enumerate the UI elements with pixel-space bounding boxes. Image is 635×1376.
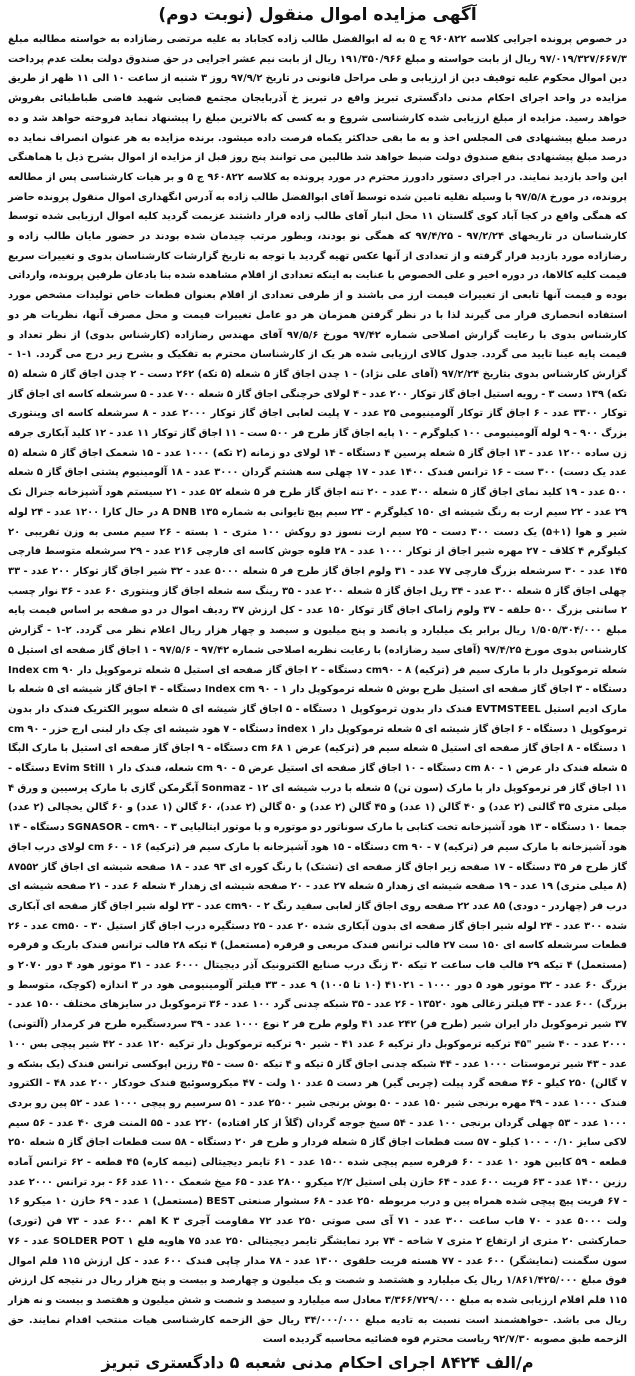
notice-title: آگهی مزایده اموال منقول (نوبت دوم) xyxy=(158,5,477,25)
notice-body: در خصوص پرونده اجرایی کلاسه ۹۶۰۸۲۲ ج ۵ به له ابوالفضل طالب زاده کجاباد به علیه مرتضی رضازاده به خواسته مطالبه مبلغ ۹۷/۰۱۹/۳۲۷/۶۶۷/۳ ریال از بابت خواسته و مبلغ ۱۹۱/۳۵۰/۹۶۶ ریال از بابت نیم عشر اجرایی در حق صندوق دولت بعلت عدم پرداخت دین اموال محکوم علیه توقیف دین از ارزیابی و طی مراحل قانونی در تاریخ ۹۷/۹/۲ روز ۳ شنبه از ساعت ۱۰ الی ۱۱ ظهر از طریق مزایده در واحد اجرای احکام مدنی دادگستری تبریز واقع در تبریز خ آذربایجان مجتمع قضایی شهید قاضی طباطبائی بفروش خواهد رسید. مزایده از مبلغ ارزیابی شده کارشناسی شروع و به کسی که بالاترین مبلغ را پیشنهاد نماید فروخته خواهد شد و ده درصد مبلغ پیشنهادی فی المجلس اخذ و به ما بقی حداکثر یکماه فرصت داده میشود. برنده مزایده به هر عنوان انصراف نماید ده درصد مبلغ پیشنهادی بنفع صندوق دولت ضبط خواهد شد طالبین می توانند پنج روز قبل از مزایده از اموال بشرح ذیل با هماهنگی این واحد بازدید نمایند. در اجرای دستور دادورز محترم در مورد پرونده به کلاسه ۹۶۰۸۲۲ ج ۵ و بر هیات کارشناسی پس از مطالعه پرونده، در مورخ ۹۷/۵/۸ با وسیله نقلیه تامین شده توسط آقای ابوالفضل طالب زاده به آدرس انگهداری اموال منقول پرونده حاضر که همگی واقع در کجا آباد کوی گلستان ۱۱ محل انبار آقای طالب زاده قرار داشتند عزیمت گردید کلیه اموال ارزیابی شده توسط کارشناسان در تاریخهای ۹۷/۲/۲۴ - ۹۷/۴/۲۵ که همگی نو بودند، وبطور مرتب چیدمان شده بودند در حضور مایان طالب زاده و رضازاده مورد بازدید قرار گرفته و از تعدادی از آنها عکس تهیه گردید با توجه به تاریخ گزارشات کارشناسان بدوی و تغییرات سریع قیمت کلیه کالاها، در دوره اخیر و علی الخصوص با عنایت به اینکه تعدادی از اقلام مشاهده شده بنا بادعان طرفین پرونده، وارداتی بوده و قیمت آنها تابعی از تغییرات قیمت ارز می باشند و از طرفی تعدادی از اقلام بعنوان قطعات خاص تولیدات مشخص مورد استفاده انحصاری قرار می گیرند لذا با در نظر گرفتن همزمان هر دو عامل تغییرات قیمت و محل مصرف آنها، نظریات هر دو کارشناس بدوی با رعایت گزارش اصلاحی شماره ۹۷/۴۲ مورخ ۹۷/۵/۶ آقای مهندس رضازاده (کارشناس بدوی) از نظر تعداد و قیمت پایه عینا تایید می گردد. جدول کالای ارزیابی شده هر یک از کارشناسان محترم به تفکیک و بشرح زیر درج می گردد. ۱-۱ - گزارش کارشناس بدوی بتاریخ ۹۷/۲/۲۴ (آقای علی نژاد) - ۱ چدن اجاق گاز ۵ شعله (۵ تکه) ۲۶۲ دست - ۲ چدن اجاق گاز ۵ شعله (۵ تکه) ۱۳۹ دست ۳ - رویه استیل اجاق گاز توکار ۲۰۰ عدد - ۴ لولای خرچنگی اجاق گاز ۵ شعله ۷۰۰ عدد - ۵ سرشعله کاسه ای اجاق گاز توکار ۳۳۰۰ عدد - ۶ اجاق گاز توکار آلومینیومی ۲۵ عدد - ۷ پلیت لعابی اجاق گاز توکار ۲۰۰۰ عدد - ۸ سرشعله کاسه ای وینتوری بزرگ ۹۰۰ - ۹ لوله آلومینیومی ۱۰۰ کیلوگرم - ۱۰ پایه اجاق گاز طرح فر ۵۰۰ ست - ۱۱ اجاق گاز توکار ۱۱ عدد - ۱۲ کلید آبکاری جرقه زن ساده ۱۲۰۰ عدد - ۱۳ اجاق گاز ۵ شعله پرسین ۴ دستگاه - ۱۴ لولای دو زمانه (۲ تکه) ۱۰۰۰ عدد - ۱۵ شعمک اجاق گاز ۵ شعله (۵ عدد یک دست) ۳۰۰ ست - ۱۶ ترانس فندک ۱۴۰۰ عدد - ۱۷ چهلی سه هشتم گردان ۳۰۰۰ عدد - ۱۸ آلومینیوم پشتی اجاق گاز ۵ شعله ۵۰۰ عدد - ۱۹ کلید نمای اجاق گاز ۵ شعله ۳۰۰ عدد - ۲۰ تنه اجاق گاز طرح فر ۵ شعله ۵۲ عدد - ۲۱ سیستم هود آشپزخانه جنرال تک ۲۹ عدد - ۲۲ سیم ارت به رنگ شیشه ای ۱۵۰ کیلوگرم - ۲۳ سیم پیچ تایوانی به شماره ۱۳۵ A DNB در حال کارا ۱۲۰۰ عدد - ۲۴ لوله شیر و هوا (۱+۵) یک دست ۳۰۰ دست - ۲۵ سیم ارت نسوز دو روکش ۱۰۰ متری - ۱ بسته - ۲۶ سیم مسی به وزن تقریبی ۲۰ کیلوگرم ۴ کلاف - ۲۷ مهره شیر اجاق از توکار ۱۰۰۰ عدد - ۲۸ قلوه جوش کاسه ای فارچی ۲۱۶ عدد - ۲۹ سرشعله متوسط فارچی ۱۴۵ عدد - ۳۰ سرشعله بزرگ فارچی ۷۷ عدد - ۳۱ ولوم اجاق گاز طرح فر ۵ شعله ۵۰۰۰ عدد - ۳۲ شیر اجاق گاز توکار ۲۰۰ عدد - ۳۳ چهلی اجاق گاز ۵ شعله ۳۰۰ عدد - ۳۴ ریل اجاق گاز ۵ شعله ۲۰۰ عدد - ۳۵ رینگ سه شعله اجاق گاز وینتوری ۶۰ عدد - ۳۶ نوار چسب ۲ سانتی بزرگ ۵۰۰ حلقه - ۳۷ ولوم زاماک اجاق گاز توکار ۱۵۰ عدد - کل ارزش ۳۷ ردیف اموال در دو صفحه بر اساس قیمت پایه مبلغ ۱/۵۰۵/۳۰۴/۰۰۰ ریال برابر یک میلیارد و پانصد و پنج میلیون و سیصد و چهار هزار ریال اعلام نظر می گردد. ۲-۱ - گزارش کارشناس بدوی مورخ ۹۷/۴/۲۵ (آقای سید رضازاده) با رعایت نظریه اصلاحی شماره ۹۷/۴۲ - ۹۷/۵/۶ - ۱ اجاق گاز صفحه ای استیل ۵ شعله ترموکوپل دار با مارک سیم فر (ترکیه) cm۹۰ - ۸ دستگاه - ۲ اجاق گاز صفحه ای استیل ۵ شعله ترموکوپل دار Index cm ۹۰ دستگاه - ۳ اجاق گاز صفحه ای استیل طرح بوش ۵ شعله ترموکوپل دار Index cm ۹۰ - ۱ دستگاه - ۴ اجاق گاز شیشه ای ۵ شعله با مارک ادیم استیل EVTMSTEEL فندک دار بدون ترموکوپل ۱ دستگاه - ۵ اجاق گاز شیشه ای ۵ شعله سوپر الکتریک فندک دار بدون ترموکوپل ۱ دستگاه - ۶ اجاق گاز شیشه ای ۵ شعله ترموکوپل دار index ۱ دستگاه - ۷ هود شیشه ای چک دار لبنی ارج خزر cm ۹۰ - ۱ دستگاه - ۸ اجاق گاز صفحه ای استیل ۵ شعله سیم فر (ترکیه) عرض cm ۶۸ ۱ دستگاه - ۹ اجاق گاز صفحه ای استیل با مارک البگا ۵ شعله فندک دار عرض cm ۸۰ - ۱ دستگاه - ۱۰ اجاق گاز صفحه ای استیل عرض cm ۹۰ - ۵ شعله، فندک دار Evim Still ۱ دستگاه - ۱۱ اجاق گاز فر ترموکوپل دار با مارک (سون تن) ۵ شعله با درب شیشه ای Sonmaz - ۱۲ آبگرمکن گازی با مارک پرسیین و ورق ۴ میلی متری ۳۵ گالنی (۲ عدد) و ۴۰ گالن (۱ عدد) و ۴۵ گالن (۲ عدد) و ۵۰ گالن (۲ عدد)، ۶۰ گالن (۱ عدد) و ۶۰ گالن یخچالی (۲ عدد) جمعا ۱۰ دستگاه - ۱۳ هود آشپزخانه تخت کتابی با مارک سوناتور دو موتوره و با موتور ایتالیایی SGNASOR - cm۹۰ - ۳ دستگاه - ۱۴ هود آشپزخانه با مارک سیم فر (ترکیه) cm ۹۰ - ۷ دستگاه - ۱۵ هود آشپزخانه با مارک سیم فر (ترکیه) cm ۶۰ - ۱۶ لولای درب اجاق گاز طرح فر ۳۵ دستگاه - ۱۷ صفحه زیر اجاق گاز صفحه ای (تشتک) با رنگ کوره ای ۹۳ عدد - ۱۸ صفحه شیشه ای اجاق گاز ۸۷۵۵۲ (۸ میلی متری) ۱۹ عدد - ۱۹ صفحه شیشه ای زهدار ۵ شعله ۲۷ عدد - ۲۰ صفحه شیشه ای زهدار ۴ شعله ۶ عدد - ۲۱ صفحه شیشه ای درب فر (چهاردر - دودی) ۸۵ عدد ۲۲ صفحه روی اجاق گاز لعابی سفید رنگ cm۹۰ - ۲ عدد - ۲۳ لوله شیر اجاق گاز صفحه ای آبکاری شده ۳۰۰ عدد - ۲۴ لوله شیر اجاق گاز صفحه ای بدون آبکاری شده ۲۰ عدد - ۲۵ دستگیره درب اجاق گاز استیل cm۵۰ - ۳۰ عدد - ۲۶ قطعات سرشعله کاسه ای ۱۵۰ ست ۲۷ قالب ترانس فندک مربعی و قرقره (مستعمل) ۴ تیکه ۲۸ قالب ترانس فندک باریک و قرقره (مستعمل) ۴ تیکه ۲۹ قالب قاب ساعت ۲ تیکه ۳۰ زنگ درب صنایع الکترونیک آذر دیجیتال ۶۰۰۰ عدد - ۳۱ موتور هود ۴ دور ۲۰۷۰ و بزرگ ۶۰ عدد - ۳۲ موتور هود ۵ دور ۱۰۰۰ - ۴۱۰۲۱ (۱۰ تا ۱۰۰۵) ۹ عدد - ۳۳ فیلتر آلومینیومی هود در ۳ اندازه (کوچک، متوسط و بزرگ) ۶۰۰ عدد - ۳۴ فیلتر زغالی هود ۱۳۵۲۰ - ۲۶ عدد - ۳۵ شبکه چدنی گرد ۱۰۰ عدد - ۳۶ ترموکوبل در سایزهای مختلف ۱۵۰۰ عدد - ۳۷ شیر ترموکوبل دار ایران شیر (طرح فر) ۲۴۲ عدد ۴۱ ولوم طرح فر ۲ نوع ۱۰۰۰ عدد - ۳۹ سردستگیره طرح فر کرمدار (آلتونی) ۲۰۰۰ عدد - ۴۰ شیر "۴۵ ترکیه ترموکوبل دار ترکیه ۶ عدد ۴۱ - شیر ۹۰ ترکیه ترموکوبل دار ترکیه ۱۲۰ عدد - ۴۲ شیر پیچی بس ۱۰۰ عدد - ۴۳ شیر ترموستات ۱۰۰۰ عدد - ۴۴ شبکه چدنی اجاق گاز ۵ تیکه و ۴ تیکه ۵۰ ست - ۴۵ رزین اپوکسی ترانس فندک (یک بشکه و ۷ گالن) ۲۵۰ کیلو - ۴۶ صفحه گرد پیلت (چربی گیر) هر دست ۵ عدد ۱۰ ولت - ۴۷ میکروسوئیچ فندک خودکار ۲۰۰ عدد ۴۸ - الکترود فندک ۱۰۰۰ عدد - ۴۹ مهره برنجی شیر ۱۵۰ عدد - ۵۰ بوش برنجی شیر ۲۵۰۰ عدد - ۵۱ سرسیم رو پیچی ۱۰۰۰ عدد - ۵۲ پین رو بردی ۱۰۰۰ عدد - ۵۳ چهلی گردان برنجی ۱۰۰ عدد - ۵۴ سیخ جوجه گردان (گلاً از کار افتاده) ۲۲۰ عدد - ۵۵ المنت فری ۴۰ عدد - ۵۶ سیم لاکی سایز ۰/۱۰ - ۱۰۰ کیلو - ۵۷ ست قطعات اجاق گاز ۵ شعله فردار و طرح فر ۲۰ دستگاه - ۵۸ ست قطعات اجاق گاز ۵ شعله ۲۵۰ قطعه - ۵۹ کابین هود ۱۰ عدد - ۶۰ قرقره سیم پیچی شده ۱۵۰۰ عدد - ۶۱ تایمر دیجیتالی (نیمه کاره) ۴۵ قطعه - ۶۲ ترانس آماده رزین ۱۴۰۰ عدد - ۶۳ فریت ۶۰۰ عدد - ۶۴ خازن پلی استیل ۲/۲ میکرو ۲۸۰۰ عدد - ۶۵ میخ شعمک ۱۱۰۰ عدد ۶۶ - برد ترانس ۲۰۰۰ عدد - ۶۷ فریت پیچ پیچی شده همراه پین و درب مربوطه ۲۵۰ عدد - ۶۸ سشوار صنعتی BEST (مستعمل) ۱ عدد - ۶۹ خازن ۱۰ میکرو ۱۶ ولت ۵۰۰۰ عدد - ۷۰ قاب ساعت ۳۰۰ عدد - ۷۱ آی سی صوتی ۲۵۰ عدد ۷۲ مقاومت آجری K ۳ اهم ۶۰۰ عدد - ۷۳ فن (توری) حمارکشی ۲۰ متری از ارتفاع ۲ متری ۷ شاخه - ۷۴ برد نمایشگر تایمر دیجیتالی ۲۵۰ عدد ۷۵ هاویه قلع SOLDER POT ۱ عدد - ۷۶ سون سگمنت (نمایشگر) ۶۰۰ عدد - ۷۷ هسته فریت حلقوی ۱۳۰۰ عدد - ۷۸ مدار چاپی فندک ۶۰۰ عدد - کل ارزش ۱۱۵ قلم اموال فوق مبلغ ۱/۸۶۱/۴۲۵/۰۰۰ ریال یک میلیارد و هشتصد و شصت و یک میلیون و چهارصد و بیست و پنج هزار ریال در نتیجه کل ارزش ۱۱۵ قلم اقلام ارزیابی شده به مبلغ ۳/۳۶۶/۷۲۹/۰۰۰ معادل سه میلیارد و سیصد و شصت و شش میلیون و هفتصد و بیست و نه هزار ریال می باشد. -خواهشمند است نسبت به تادیه مبلغ ۳۴/۰۰۰/۰۰۰ ریال حق الزحمه کارشناسی هیات منتخب اقدام نمایند. حق الزحمه طبق مصوبه ۹۲/۷/۳۰ ریاست محترم قوه قضائیه محاسبه گردیده است xyxy=(8,34,628,1346)
notice-signature: م/الف ۸۴۲۴ اجرای احکام مدنی شعبه ۵ دادگستری تبریز xyxy=(101,1353,534,1373)
